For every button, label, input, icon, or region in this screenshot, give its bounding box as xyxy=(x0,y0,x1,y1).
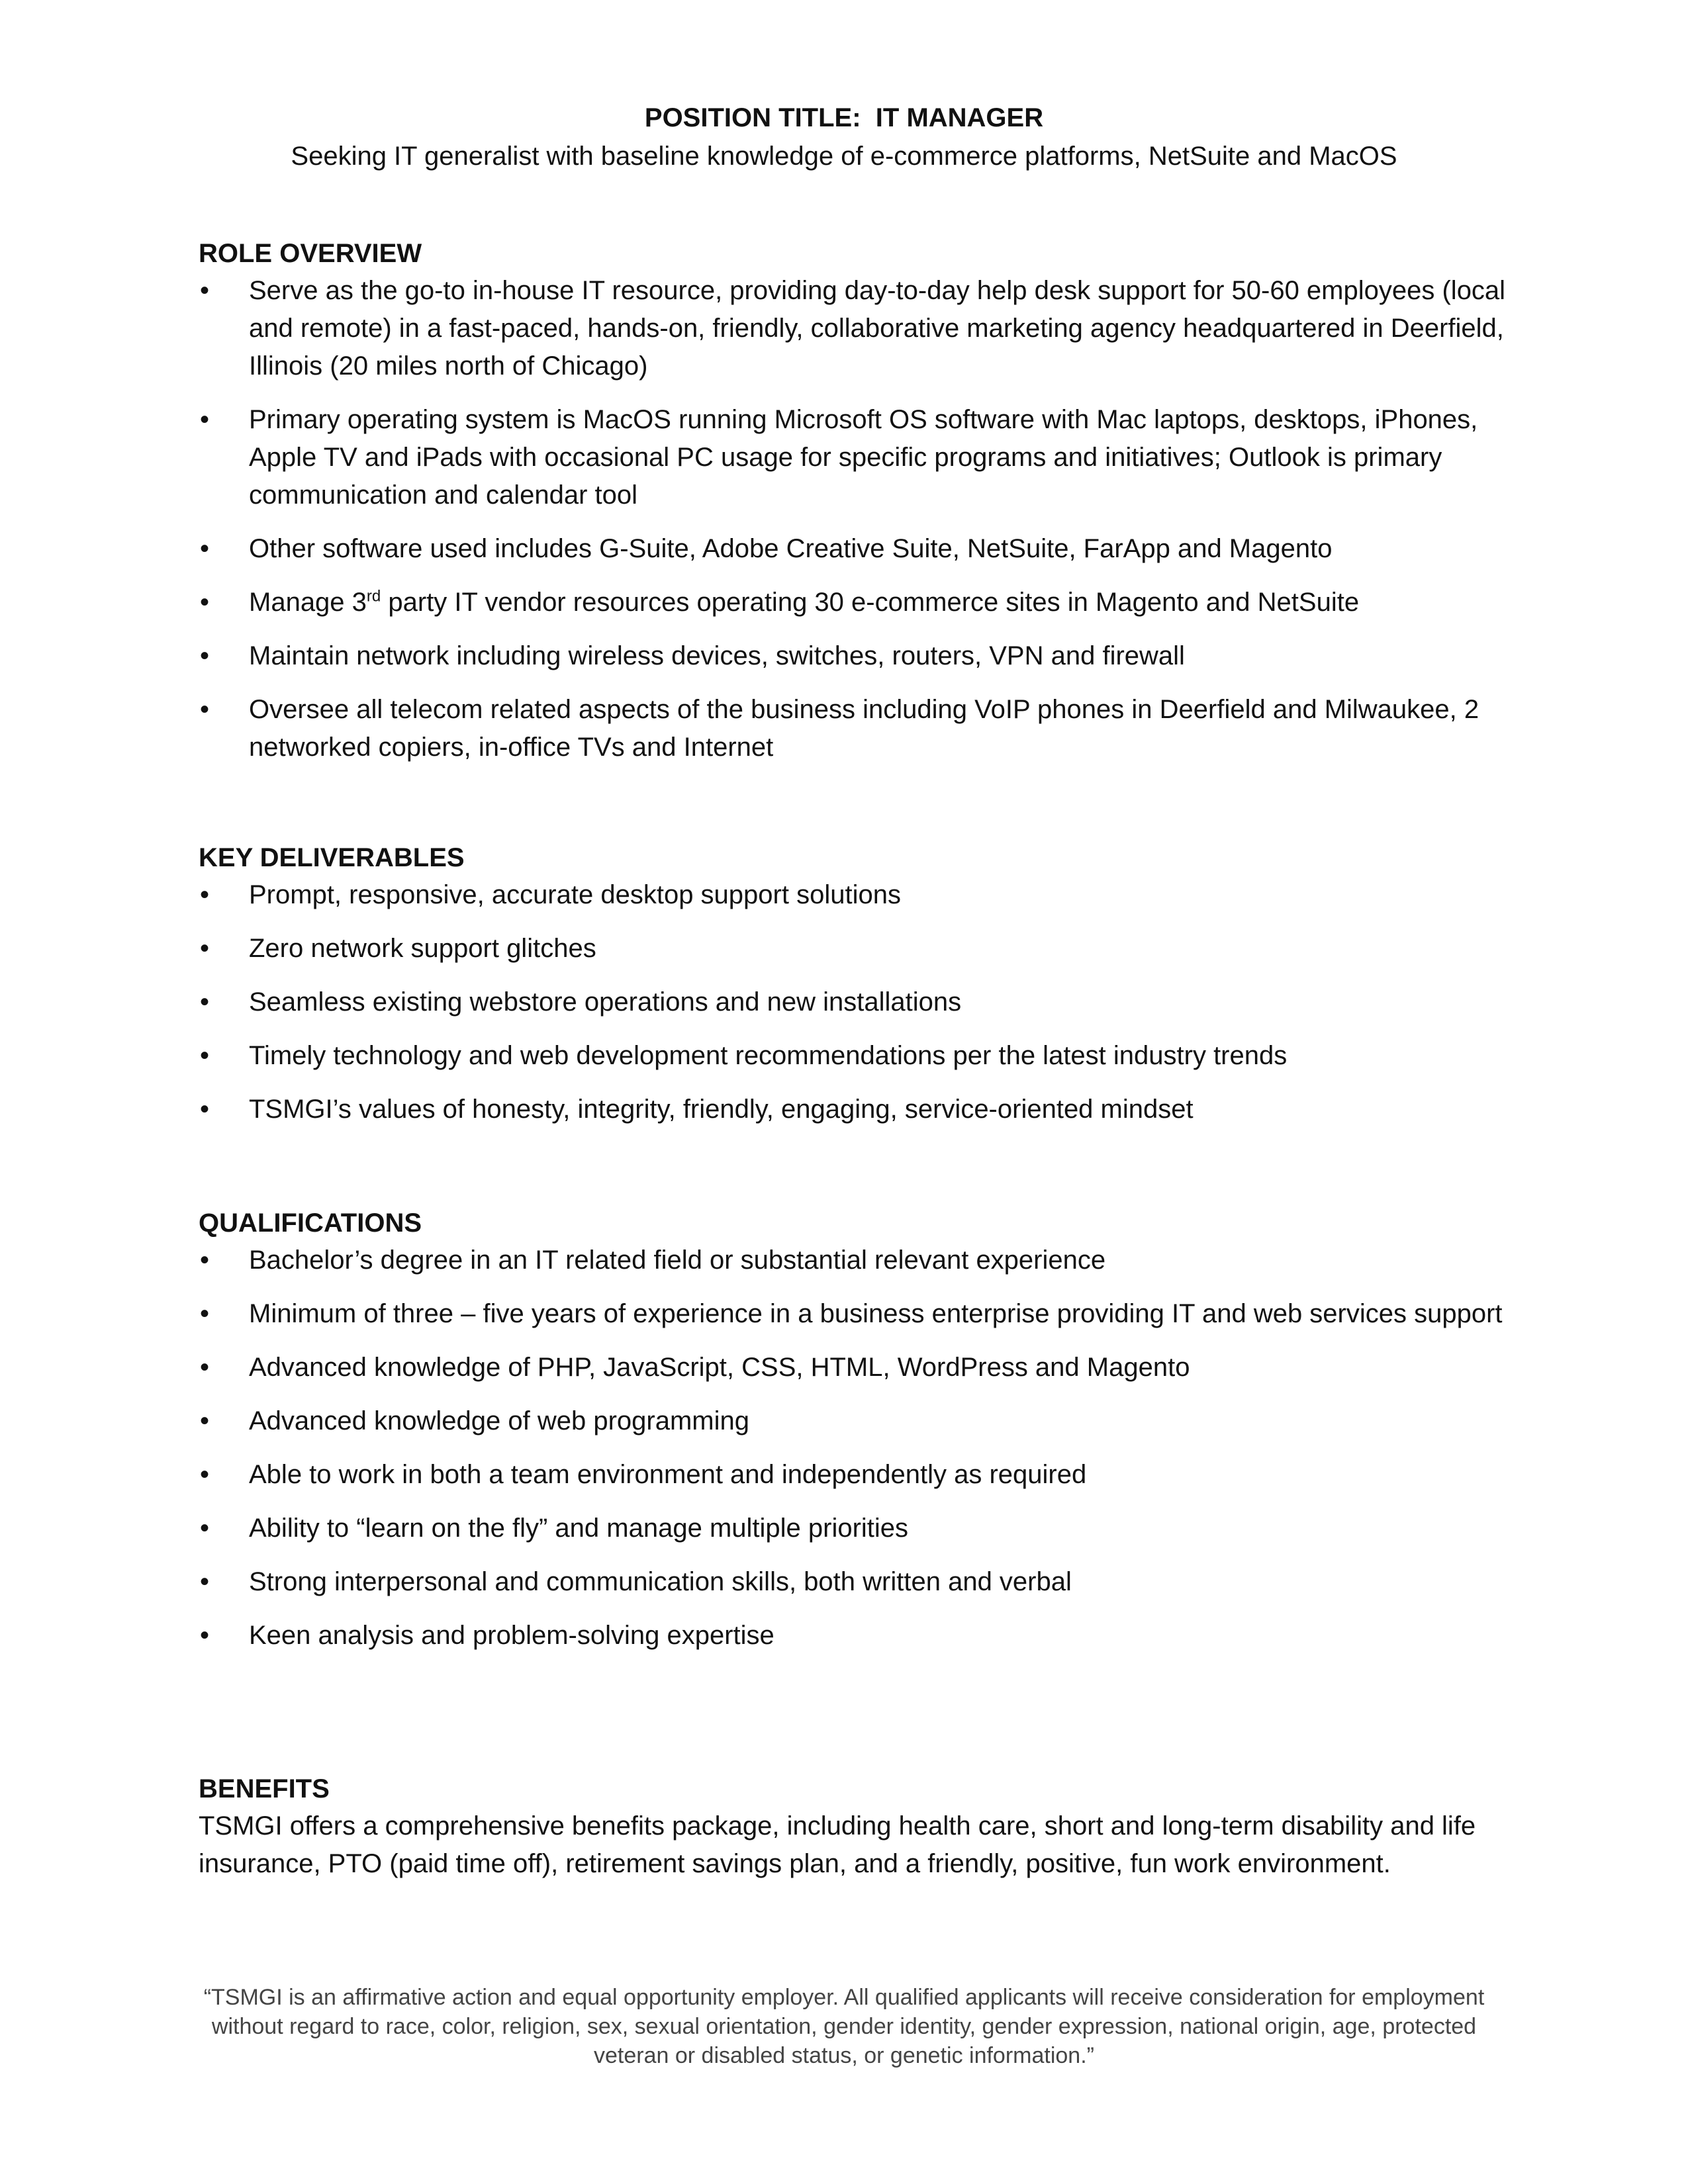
list-item-text: Zero network support glitches xyxy=(249,934,596,963)
bullet-icon: • xyxy=(200,987,210,1017)
role-overview-list xyxy=(199,272,1509,766)
qualifications-heading: QUALIFICATIONS xyxy=(199,1208,422,1238)
bullet-icon: • xyxy=(200,880,210,909)
bullet-icon: • xyxy=(200,1299,210,1328)
list-item-text: Advanced knowledge of web programming xyxy=(249,1406,749,1435)
list-item xyxy=(199,1402,1509,1440)
bullet-icon: • xyxy=(200,405,210,434)
list-item xyxy=(199,930,1509,968)
list-item-text-part: party IT vendor resources operating 30 e-commerce sites in Magento and NetSuite xyxy=(381,588,1360,617)
list-item-text: Prompt, responsive, accurate desktop support solutions xyxy=(249,880,901,909)
key-deliverables-section xyxy=(199,839,1509,1144)
list-item xyxy=(199,1091,1509,1128)
list-item-text: Primary operating system is MacOS running Microsoft OS software with Mac laptops, desktops, iPhones, Apple TV and iPads with occasional PC usage for specific programs and initiatives; Outlook is primary communication and calendar tool xyxy=(249,405,1478,510)
list-item-text: Timely technology and web development recommendations per the latest industry trends xyxy=(249,1041,1288,1070)
list-item xyxy=(199,1242,1509,1279)
benefits-text: TSMGI offers a comprehensive benefits package, including health care, short and long-term disability and life insurance, PTO (paid time off), retirement savings plan, and a friendly, positive, fun work environment. xyxy=(199,1811,1476,1878)
list-item xyxy=(199,1617,1509,1655)
list-item xyxy=(199,983,1509,1021)
key-deliverables-heading: KEY DELIVERABLES xyxy=(199,843,465,872)
bullet-icon: • xyxy=(200,588,210,617)
benefits-heading: BENEFITS xyxy=(199,1774,330,1803)
bullet-icon: • xyxy=(200,1353,210,1382)
list-item xyxy=(199,637,1509,675)
list-item-text xyxy=(249,588,1359,617)
list-item-text: Seamless existing webstore operations and new installations xyxy=(249,987,962,1017)
list-item xyxy=(199,272,1509,385)
bullet-icon: • xyxy=(200,1460,210,1489)
list-item-text: Bachelor’s degree in an IT related field or substantial relevant experience xyxy=(249,1246,1106,1275)
bullet-icon: • xyxy=(200,1041,210,1070)
list-item xyxy=(199,876,1509,914)
list-item xyxy=(199,1510,1509,1547)
list-item xyxy=(199,401,1509,514)
key-deliverables-list xyxy=(199,876,1509,1128)
list-item-text: Ability to “learn on the fly” and manage multiple priorities xyxy=(249,1514,909,1543)
role-overview-heading: ROLE OVERVIEW xyxy=(199,239,422,268)
list-item xyxy=(199,691,1509,766)
list-item-text: Strong interpersonal and communication skills, both written and verbal xyxy=(249,1567,1072,1596)
list-item xyxy=(199,530,1509,568)
bullet-icon: • xyxy=(200,1567,210,1596)
list-item xyxy=(199,1456,1509,1494)
position-subtitle: Seeking IT generalist with baseline knowledge of e-commerce platforms, NetSuite and MacOS xyxy=(291,142,1397,171)
bullet-icon: • xyxy=(200,1621,210,1650)
list-item-text: Serve as the go-to in-house IT resource, providing day-to-day help desk support for 50-60 employees (local and remote) in a fast-paced, hands-on, friendly, collaborative marketing agency headquartered in Deerfield, Illinois (20 miles north of Chicago) xyxy=(249,276,1506,381)
eeo-statement: “TSMGI is an affirmative action and equal opportunity employer. All qualified applicants will receive consideration for employment without regard to race, color, religion, sex, sexual orientation, gender identity, gender expression, national origin, age, protected veteran or disabled status, or genetic information.” xyxy=(203,1985,1485,2068)
bullet-icon: • xyxy=(200,934,210,963)
bullet-icon: • xyxy=(200,534,210,563)
bullet-icon: • xyxy=(200,1406,210,1435)
list-item-text-part: Manage 3 xyxy=(249,588,367,617)
bullet-icon: • xyxy=(200,1246,210,1275)
list-item xyxy=(199,1295,1509,1333)
list-item xyxy=(199,1037,1509,1075)
list-item-text: Maintain network including wireless devices, switches, routers, VPN and firewall xyxy=(249,641,1185,670)
list-item-text: Other software used includes G-Suite, Adobe Creative Suite, NetSuite, FarApp and Magento xyxy=(249,534,1333,563)
list-item-text: Minimum of three – five years of experience in a business enterprise providing IT and web services support xyxy=(249,1299,1503,1328)
list-item xyxy=(199,1349,1509,1387)
bullet-icon: • xyxy=(200,276,210,305)
bullet-icon: • xyxy=(200,641,210,670)
bullet-icon: • xyxy=(200,1095,210,1124)
list-item xyxy=(199,1563,1509,1601)
benefits-section xyxy=(199,1770,1509,1883)
role-overview-section xyxy=(199,235,1509,782)
superscript-ordinal: rd xyxy=(366,587,381,606)
list-item-text: TSMGI’s values of honesty, integrity, friendly, engaging, service-oriented mindset xyxy=(249,1095,1194,1124)
bullet-icon: • xyxy=(200,1514,210,1543)
list-item xyxy=(199,584,1509,621)
position-title: POSITION TITLE: IT MANAGER xyxy=(644,103,1044,132)
list-item-text: Able to work in both a team environment and independently as required xyxy=(249,1460,1087,1489)
bullet-icon: • xyxy=(200,695,210,724)
list-item-text: Advanced knowledge of PHP, JavaScript, CSS, HTML, WordPress and Magento xyxy=(249,1353,1190,1382)
list-item-text: Oversee all telecom related aspects of the business including VoIP phones in Deerfield and Milwaukee, 2 networked copiers, in-office TVs and Internet xyxy=(249,695,1479,762)
qualifications-list xyxy=(199,1242,1509,1655)
list-item-text: Keen analysis and problem-solving expertise xyxy=(249,1621,774,1650)
qualifications-section xyxy=(199,1205,1509,1670)
